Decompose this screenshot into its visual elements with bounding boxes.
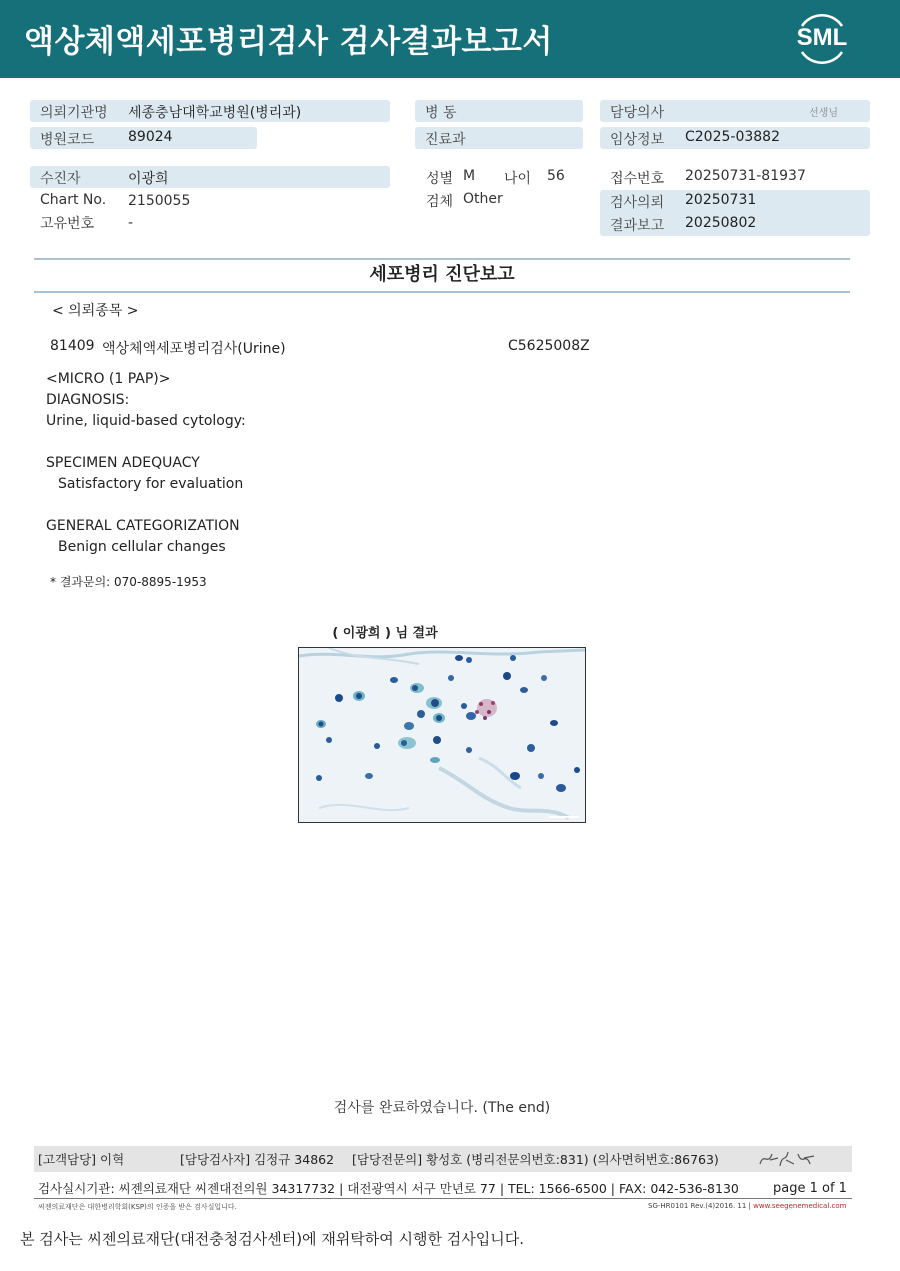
age-label: 나이 bbox=[504, 171, 532, 187]
footer-rule bbox=[34, 1198, 852, 1199]
clinical-info-value: C2025-03882 bbox=[685, 129, 780, 145]
header-bar bbox=[0, 0, 900, 78]
cytology-image bbox=[298, 647, 586, 823]
request-date-value: 20250731 bbox=[685, 192, 757, 208]
report-title: 액상체액세포병리검사 검사결과보고서 bbox=[24, 24, 553, 60]
institution-value: 세종충남대학교병원(병리과) bbox=[128, 105, 302, 121]
page-number: page 1 of 1 bbox=[773, 1181, 847, 1196]
image-caption: ( 이광희 ) 님 결과 bbox=[332, 626, 438, 641]
signature-image bbox=[756, 1146, 820, 1172]
specialist-info: [담당전문의] 황성호 (병리전문의번호:831) (의사면허번호:86763) bbox=[352, 1152, 719, 1167]
report-date-value: 20250802 bbox=[685, 215, 757, 231]
specimen-value: Other bbox=[463, 191, 503, 207]
order-code: 81409 bbox=[50, 338, 95, 354]
age-value: 56 bbox=[547, 168, 565, 184]
diagnosis-label: DIAGNOSIS: bbox=[46, 392, 130, 408]
institution-label: 의뢰기관명 bbox=[40, 105, 108, 121]
doctor-suffix: 선생님 bbox=[809, 108, 838, 119]
receipt-no-value: 20250731-81937 bbox=[685, 168, 806, 184]
category-text: Benign cellular changes bbox=[58, 539, 226, 555]
adequacy-label: SPECIMEN ADEQUACY bbox=[46, 455, 200, 471]
chart-no-label: Chart No. bbox=[40, 192, 107, 208]
hospital-code-value: 89024 bbox=[128, 129, 173, 145]
chart-no-value: 2150055 bbox=[128, 193, 191, 209]
sex-value: M bbox=[463, 168, 476, 184]
report-date-label: 결과보고 bbox=[610, 218, 665, 234]
revision-code: SG-HR0101 Rev.(4)2016. 11 | bbox=[648, 1202, 751, 1210]
doctor-label: 담당의사 bbox=[610, 105, 665, 121]
ward-label: 병 동 bbox=[425, 105, 457, 121]
diagnosis-text: Urine, liquid-based cytology: bbox=[46, 413, 246, 429]
specimen-label: 검체 bbox=[426, 194, 454, 210]
sex-label: 성별 bbox=[426, 171, 454, 187]
section-title: 세포병리 진단보고 bbox=[369, 264, 515, 285]
clinical-info-label: 임상정보 bbox=[610, 132, 665, 148]
institution-field bbox=[30, 100, 390, 122]
order-name: 액상체액세포병리검사(Urine) bbox=[102, 341, 286, 357]
revision-info bbox=[648, 1202, 846, 1210]
micro-label: <MICRO (1 PAP)> bbox=[46, 371, 171, 387]
website-url: www.seegenemedical.com bbox=[753, 1202, 847, 1210]
certification-note: 씨젠의료재단은 대한병리학회(KSP)의 인증을 받은 검사실입니다. bbox=[38, 1203, 237, 1211]
logo-text: SML bbox=[796, 24, 848, 51]
contact-text: * 결과문의: 070-8895-1953 bbox=[50, 575, 207, 589]
unique-no-label: 고유번호 bbox=[40, 216, 95, 232]
patient-field bbox=[30, 166, 390, 188]
end-text: 검사를 완료하였습니다. (The end) bbox=[333, 1100, 551, 1116]
tester-info: [담당검사자] 김정규 34862 bbox=[180, 1152, 335, 1167]
unique-no-value: - bbox=[128, 215, 134, 231]
adequacy-text: Satisfactory for evaluation bbox=[58, 476, 244, 492]
hospital-code-field bbox=[30, 127, 257, 149]
category-label: GENERAL CATEGORIZATION bbox=[46, 518, 240, 534]
dates-field bbox=[600, 190, 870, 236]
ward-field bbox=[415, 100, 583, 122]
patient-label: 수진자 bbox=[40, 171, 81, 187]
order-header: < 의뢰종목 > bbox=[52, 303, 139, 319]
patient-value: 이광희 bbox=[128, 171, 169, 187]
section-rule-bottom bbox=[34, 291, 850, 293]
hospital-code-label: 병원코드 bbox=[40, 132, 95, 148]
request-date-label: 검사의뢰 bbox=[610, 195, 665, 211]
department-field bbox=[415, 127, 583, 149]
doctor-field bbox=[600, 100, 870, 122]
lab-info: 검사실시기관: 씨젠의료재단 씨젠대전의원 34317732 | 대전광역시 서구 만년로 77 | TEL: 1566-6500 | FAX: 042-536-8130 bbox=[38, 1181, 739, 1196]
staff-band bbox=[34, 1146, 852, 1172]
sml-logo bbox=[790, 12, 854, 66]
order-ref: C5625008Z bbox=[508, 338, 590, 354]
department-label: 진료과 bbox=[425, 132, 466, 148]
receipt-no-label: 접수번호 bbox=[610, 171, 665, 187]
clinical-info-field bbox=[600, 127, 870, 149]
outsourcing-note: 본 검사는 씨젠의료재단(대전충청검사센터)에 재위탁하여 시행한 검사입니다. bbox=[20, 1230, 524, 1248]
customer-contact: [고객담당] 이혁 bbox=[38, 1152, 125, 1167]
